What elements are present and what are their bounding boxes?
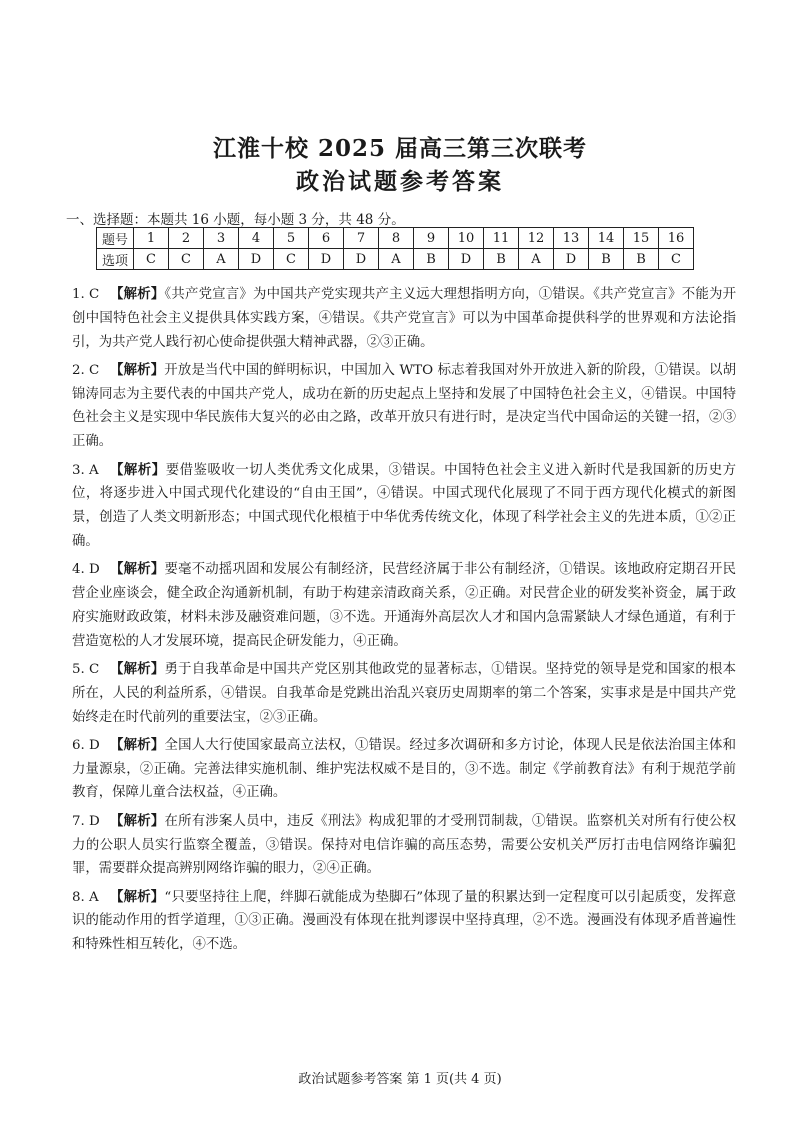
analysis-tag: 【解析】 xyxy=(110,461,166,478)
answer-cell: C xyxy=(134,249,169,270)
answer-cell: D xyxy=(449,249,484,270)
analysis-tag: 【解析】 xyxy=(110,286,165,302)
answer-cell: D xyxy=(239,249,274,270)
analysis-text: 要借鉴吸收一切人类优秀文化成果，③错误。中国特色社会主义进入新时代是我国新的历史方位，将逐步进入中国式现代化建设的“自由王国”，④错误。中国式现代化展现了不同于西方现代化模式的新图景，创造了人类文明新形态；中国式现代化根植于中华优秀传统文化，体现了科学社会主义的先进本质，①②正确。 xyxy=(72,462,737,549)
answer-table-number-row xyxy=(97,228,694,249)
answer-cell: A xyxy=(204,249,239,270)
analysis-item xyxy=(72,359,736,454)
analysis-text: 全国人大行使国家最高立法权，①错误。经过多次调研和多方讨论，体现人民是依法治国主体和力量源泉，②正确。完善法律实施机制、维护宪法权威不是目的，③不选。制定《学前教育法》有利于规范学前教育，保障儿童合法权益，④正确。 xyxy=(72,737,737,801)
answer-cell: B xyxy=(589,249,624,270)
answer-cell: B xyxy=(484,249,519,270)
answer-table xyxy=(96,227,694,270)
question-number: 2 xyxy=(169,228,204,249)
analysis-text: 在所有涉案人员中，违反《刑法》构成犯罪的才受刑罚制裁，①错误。监察机关对所有行使公权力的公职人员实行监察全覆盖，③错误。保持对电信诈骗的高压态势，需要公安机关严厉打击电信网络诈骗犯罪，需要群众提高辨别网络诈骗的眼力，②④正确。 xyxy=(72,813,737,877)
answer-cell: D xyxy=(309,249,344,270)
question-number: 3 xyxy=(204,228,239,249)
analysis-text: 《共产党宣言》为中国共产党实现共产主义远大理想指明方向，①错误。《共产党宣言》不能为开创中国特色社会主义提供具体实践方案，④错误。《共产党宣言》可以为中国革命提供科学的世界观和方法论指引，为共产党人践行初心使命提供强大精神武器，②③正确。 xyxy=(72,287,736,350)
analysis-tag: 【解析】 xyxy=(110,561,165,578)
answer-cell: C xyxy=(659,249,694,270)
question-number: 11 xyxy=(484,228,519,249)
analysis-tag: 【解析】 xyxy=(110,812,165,829)
question-number: 7 xyxy=(344,228,379,249)
analysis-item xyxy=(72,734,736,805)
item-number: 8. A xyxy=(72,889,99,905)
answer-cell: B xyxy=(624,249,659,270)
question-number: 6 xyxy=(309,228,344,249)
question-number: 14 xyxy=(589,228,624,249)
analysis-list xyxy=(72,283,736,962)
answer-cell: C xyxy=(169,249,204,270)
analysis-text: 要毫不动摇巩固和发展公有制经济，民营经济属于非公有制经济，①错误。该地政府定期召开民营企业座谈会，健全政企沟通新机制，有助于构建亲清政商关系，②正确。对民营企业的研发奖补资金，属于政府实施财政政策，材料未涉及融资难问题，③不选。开通海外高层次人才和国内急需紧缺人才绿色通道，有利于营造宽松的人才发展环境，提高民企研发能力，④正确。 xyxy=(72,562,737,649)
answer-cell: D xyxy=(554,249,589,270)
item-number: 1. C xyxy=(72,287,100,302)
analysis-item xyxy=(72,459,736,554)
item-number: 6. D xyxy=(72,737,100,753)
exam-subtitle: 政治试题参考答案 xyxy=(296,168,504,195)
analysis-item xyxy=(72,886,736,957)
question-number: 12 xyxy=(519,228,554,249)
page-footer: 政治试题参考答案 第 1 页(共 4 页) xyxy=(298,1072,502,1087)
analysis-tag: 【解析】 xyxy=(110,736,165,753)
answer-cell: D xyxy=(344,249,379,270)
analysis-item xyxy=(72,558,736,653)
item-number: 2. C xyxy=(72,362,100,378)
analysis-tag: 【解析】 xyxy=(110,660,165,677)
analysis-text: 开放是当代中国的鲜明标识，中国加入 WTO 标志着我国对外开放进入新的阶段，①错误。以胡锦涛同志为主要代表的中国共产党人，成功在新的历史起点上坚持和发展了中国特色社会主义，④错误。中国特色社会主义是实现中华民族伟大复兴的必由之路，改革开放只有进行时，是决定当代中国命运的关键一招，②③正确。 xyxy=(72,362,737,450)
question-number: 9 xyxy=(414,228,449,249)
section-intro: 一、选择题：本题共 16 小题，每小题 3 分，共 48 分。 xyxy=(66,212,405,228)
analysis-item xyxy=(72,658,736,729)
row-label-answer: 选项 xyxy=(97,249,134,270)
question-number: 8 xyxy=(379,228,414,249)
analysis-text: “只要坚持往上爬，绊脚石就能成为垫脚石”体现了量的积累达到一定程度可以引起质变，发挥意识的能动作用的哲学道理，①③正确。漫画没有体现在批判谬误中坚持真理，②不选。漫画没有体现矛盾普遍性和特殊性相互转化，④不选。 xyxy=(72,889,736,953)
item-number: 3. A xyxy=(72,462,99,478)
answer-cell: A xyxy=(379,249,414,270)
item-number: 5. C xyxy=(72,661,100,677)
analysis-item xyxy=(72,810,736,881)
answer-cell: A xyxy=(519,249,554,270)
item-number: 7. D xyxy=(72,813,100,829)
row-label-number: 题号 xyxy=(97,228,134,249)
exam-title: 江淮十校 2025 届高三第三次联考 xyxy=(212,135,588,162)
question-number: 4 xyxy=(239,228,274,249)
answer-cell: C xyxy=(274,249,309,270)
analysis-item xyxy=(72,283,736,354)
question-number: 15 xyxy=(624,228,659,249)
item-number: 4. D xyxy=(72,562,100,578)
question-number: 10 xyxy=(449,228,484,249)
question-number: 1 xyxy=(134,228,169,249)
analysis-tag: 【解析】 xyxy=(110,361,165,378)
question-number: 5 xyxy=(274,228,309,249)
analysis-tag: 【解析】 xyxy=(110,888,165,905)
answer-cell: B xyxy=(414,249,449,270)
analysis-text: 勇于自我革命是中国共产党区别其他政党的显著标志，①错误。坚持党的领导是党和国家的根本所在，人民的利益所系，④错误。自我革命是党跳出治乱兴衰历史周期率的第二个答案，实事求是是中国共产党始终走在时代前列的重要法宝，②③正确。 xyxy=(72,661,737,725)
question-number: 13 xyxy=(554,228,589,249)
answer-table-answer-row xyxy=(97,249,694,270)
question-number: 16 xyxy=(659,228,694,249)
